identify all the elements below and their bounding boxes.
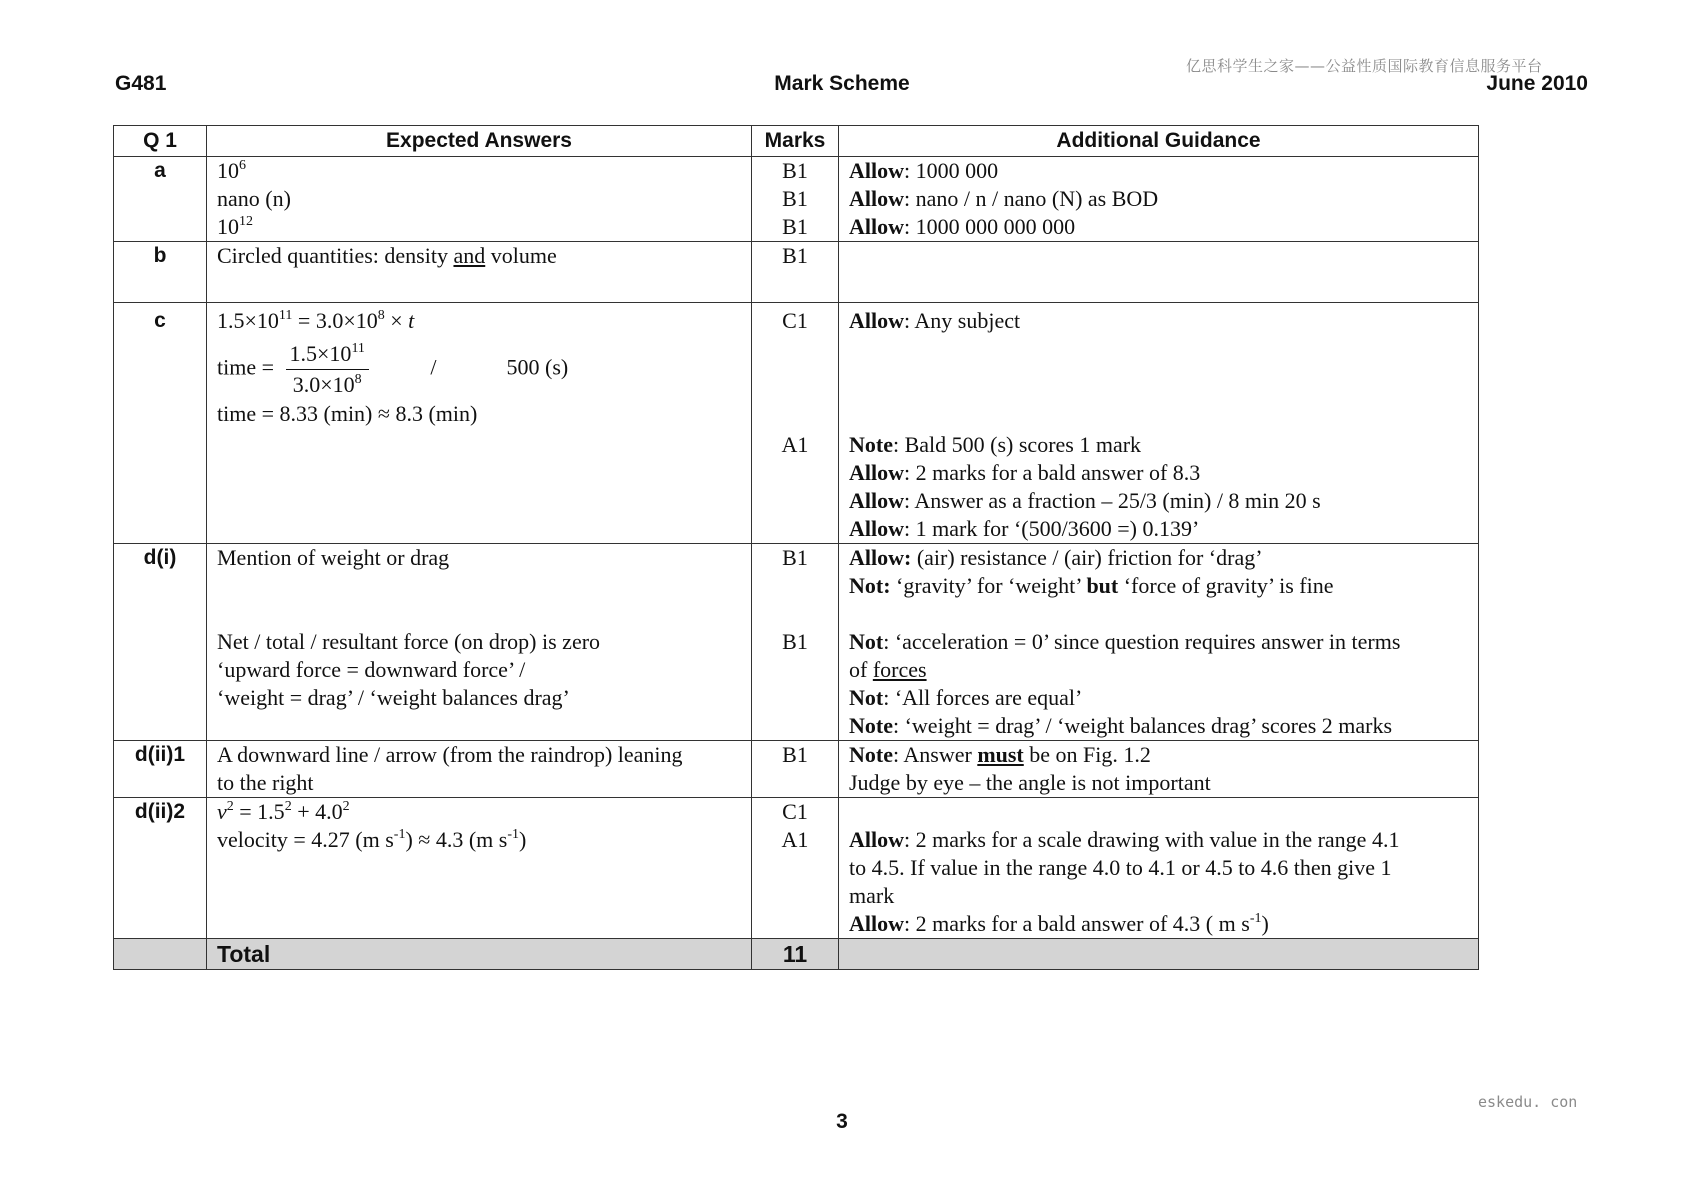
question-label: d(ii)1 <box>114 741 207 798</box>
header-additional-guidance: Additional Guidance <box>839 126 1479 157</box>
table-row <box>114 798 1479 939</box>
marks-cell: B1 B1 <box>752 544 839 741</box>
expected-answer: A downward line / arrow (from the raindrop) leaning to the right <box>207 741 752 798</box>
question-label: c <box>114 303 207 544</box>
page-number: 3 <box>836 1110 848 1133</box>
guidance: Allow: 2 marks for a scale drawing with value in the range 4.1 to 4.5. If value in the range 4.0 to 4.1 or 4.5 to 4.6 then give 1 mark Allow: 2 marks for a bald answer of 4.3 ( m $s^{-1}$) <box>839 798 1479 939</box>
expected-answer: $10^6$ nano (n) $10^{12}$ <box>207 157 752 242</box>
table-row <box>114 741 1479 798</box>
fraction: $\frac{1.5\times 10^{11}}{3.0\times 10^8}$ <box>286 339 369 400</box>
table-row <box>114 157 1479 242</box>
table-header-row <box>114 126 1479 157</box>
question-label: d(ii)2 <box>114 798 207 939</box>
expected-answer: $1.5\times 10^{11} = 3.0\times 10^8 \times t$ time = $\frac{1.5\times 10^{11}}{3.0\times 10^8}$ / 500 (s) time = 8.33 (min) ≈ 8.3 (min) <box>207 303 752 544</box>
question-label: d(i) <box>114 544 207 741</box>
question-label: b <box>114 242 207 303</box>
mark-scheme-table <box>113 125 1479 970</box>
guidance <box>839 242 1479 303</box>
marks-cell: C1 A1 <box>752 303 839 544</box>
guidance: Allow: 1000 000 Allow: nano / n / nano (N) as BOD Allow: 1000 000 000 000 <box>839 157 1479 242</box>
table-row <box>114 242 1479 303</box>
marks-cell: B1 <box>752 741 839 798</box>
table-row <box>114 544 1479 741</box>
header-expected-answers: Expected Answers <box>207 126 752 157</box>
total-row <box>114 939 1479 970</box>
total-marks: 11 <box>752 939 839 970</box>
total-label: Total <box>207 939 752 970</box>
equation: $1.5\times 10^{11} = 3.0\times 10^8 \times t$ <box>217 308 415 333</box>
expected-answer: Mention of weight or drag Net / total / resultant force (on drop) is zero ‘upward force = downward force’ / ‘weight = drag’ / ‘weight balances drag’ <box>207 544 752 741</box>
header-question: Q 1 <box>114 126 207 157</box>
exam-date: June 2010 <box>1486 72 1588 95</box>
marks-cell: C1 A1 <box>752 798 839 939</box>
guidance: Allow: (air) resistance / (air) friction for ‘drag’ Not: ‘gravity’ for ‘weight’ but ‘force of gravity’ is fine Not: ‘acceleration = 0’ since question requires answer in terms of forces Not: ‘All forces are equal’ Note: ‘weight = drag’ / ‘weight balances drag’ scores 2 marks <box>839 544 1479 741</box>
guidance: Allow: Any subject Note: Bald 500 (s) scores 1 mark Allow: 2 marks for a bald answer of 8.3 Allow: Answer as a fraction – 25/3 (min) / 8 min 20 s Allow: 1 mark for ‘(500/3600 =) 0.139’ <box>839 303 1479 544</box>
total-blank-guidance <box>839 939 1479 970</box>
marks-cell: B1 <box>752 242 839 303</box>
paper-code: G481 <box>115 72 167 95</box>
header-marks: Marks <box>752 126 839 157</box>
table-row <box>114 303 1479 544</box>
marks-cell: B1 B1 B1 <box>752 157 839 242</box>
expected-answer: Circled quantities: density and volume <box>207 242 752 303</box>
question-label: a <box>114 157 207 242</box>
watermark-bottom: eskedu. con <box>1478 1093 1578 1111</box>
watermark-top: 亿思科学生之家——公益性质国际教育信息服务平台 <box>1186 57 1543 75</box>
expected-answer: $v^2 = 1.5^2 + 4.0^2$ velocity = 4.27 (m $s^{-1}) \approx 4.3$ (m $s^{-1}$) <box>207 798 752 939</box>
guidance: Note: Answer must be on Fig. 1.2 Judge by eye – the angle is not important <box>839 741 1479 798</box>
page-title: Mark Scheme <box>774 72 910 95</box>
total-blank-cell <box>114 939 207 970</box>
